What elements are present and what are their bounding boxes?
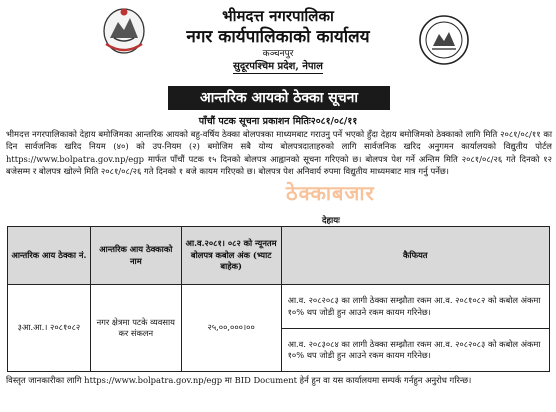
remark-year-2082: आ.व. २०८२०८३ का लागी ठेक्का सम्झौता रकम आ.व. २०८१०८२ को कबोल अंकमा १०% थप जोडी हुन आउने रकम कायम गरिनेछ।: [287, 295, 541, 317]
table-caption: देहायः: [322, 216, 340, 226]
municipality-name: भीमदत्त नगरपालिका: [222, 7, 334, 25]
header-min-bid: आ.व.२०८१। ०८२ को न्यूनतम बोलपत्र कबोल अंक (भ्याट बाहेक): [181, 227, 281, 285]
header-contract-no: आन्तरिक आय ठेक्का नं.: [8, 227, 91, 285]
cell-remarks: [281, 285, 549, 372]
tender-table: [7, 226, 550, 372]
letterhead: [0, 0, 556, 82]
notice-body: भीमदत्त नगरपालिकाको देहाय बमोजिमका आन्तरिक आयको बहु-वर्षिय ठेक्का बोलपत्रका माध्यमबाट गराउनु पर्ने भएको हुँदा देहाय बमोजिमको ठेक्काको लागि मिति २०८१/०८/११ का दिन सार्वजनिक खरिद नियम (४०) को उप-नियम (२) बमोजिम सबै योग्य बोलपत्रदाताहरुको लागि सार्वजनिक खरिद अनुगमन कार्यालयको विद्युतीय पोर्टल https://www.bolpatra.gov.np/egp मार्फत पाँचौं पटक १५ दिनको बोलपत्र आह्वानको सूचना गरिएको छ। बोलपत्र पेश गर्ने अन्तिम मिति २०८१/०८/२६ गते दिनको १२ बजेसम्म र बोलपत्र खोल्ने मिति २०८१/०८/२६ गते दिनको १ बजे कायम गरिएको छ। बोलपत्र पेश अनिवार्य रुपमा विद्युतीय माध्यमबाट मात्र गर्नु पर्नेछ।: [6, 129, 552, 177]
table-header-row: [8, 227, 550, 285]
table-row: [8, 285, 550, 372]
municipality-seal-icon: [418, 14, 470, 66]
cell-contract-name: नगर क्षेत्रमा पटके व्यवसाय कर संकलन: [90, 285, 181, 372]
watermark-logo: ठेक्काबजार: [286, 181, 375, 205]
publish-date-line: पाँचौं पटक सूचना प्रकाशन मितिः२०८१/०८/११: [198, 116, 358, 127]
district-name: कञ्चनपुर: [262, 49, 294, 59]
province-name: सुदूरपश्चिम प्रदेश, नेपाल: [233, 61, 323, 72]
notice-title: आन्तरिक आयको ठेक्का सूचना: [168, 86, 390, 110]
footer-note: विस्तृत जानकारीका लागि https://www.bolpatra.gov.np/egp मा BID Document हेर्न हुन वा यस कार्यालयमा सम्पर्क गर्नहुन अनुरोध गरिन्छ।: [6, 375, 472, 385]
cell-min-bid: २५,००,०००।००: [181, 285, 281, 372]
office-name: नगर कार्यपालिकाको कार्यालय: [186, 27, 370, 47]
header-remarks: कैफियत: [281, 227, 549, 285]
cell-contract-no: ३आ.आ.। २०८१०८२: [8, 285, 91, 372]
remark-year-2083: आ.व. २०८३०८४ का लागी ठेक्का सम्झौता रकम आ.व. २०८२०८३ को कबोल अंकमा १०% थप जोडी हुन आउने रकम कायम गरिनेछ।: [282, 328, 549, 371]
header-contract-name: आन्तरिक आय ठेक्काको नाम: [90, 227, 181, 285]
